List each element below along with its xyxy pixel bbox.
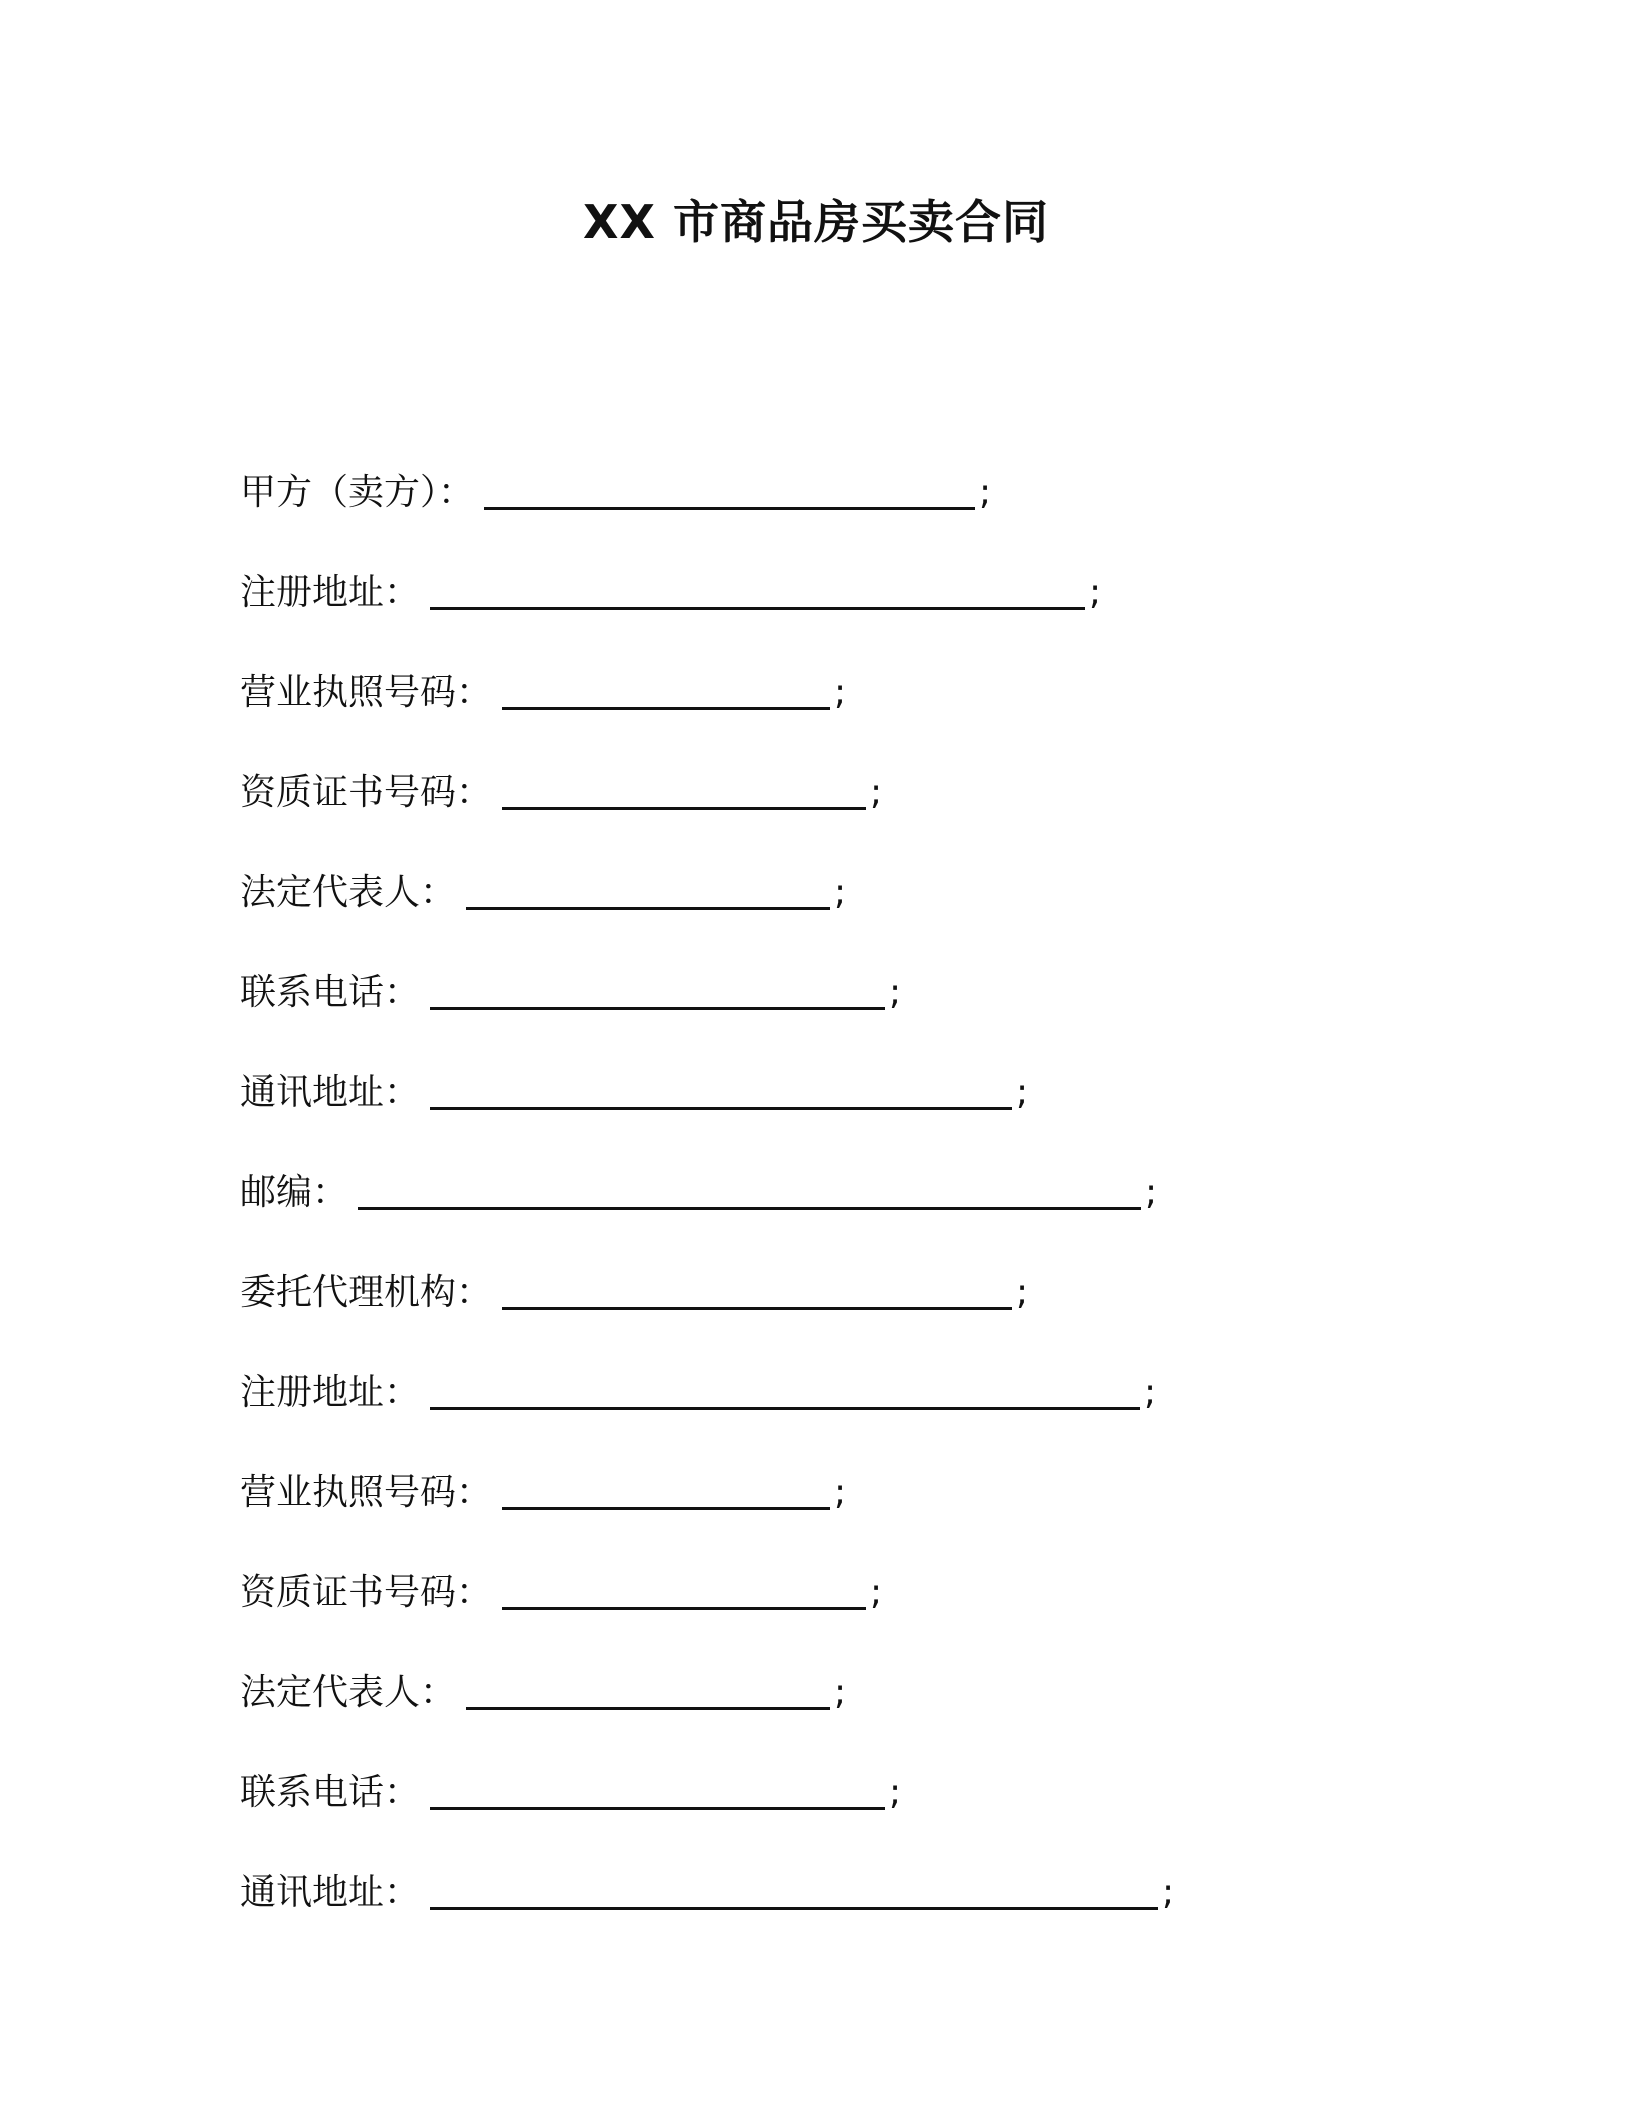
- fill-in-blank-line[interactable]: [484, 507, 975, 510]
- field-label: 邮编：: [240, 1172, 349, 1213]
- form-field-row: [240, 418, 1540, 518]
- form-field-row: [240, 1018, 1540, 1118]
- form-field-row: [240, 818, 1540, 918]
- field-terminator: ;: [1089, 572, 1102, 613]
- field-label: 注册地址：: [240, 1372, 421, 1413]
- form-field-row: [240, 618, 1540, 718]
- contract-party-fields: [240, 418, 1540, 1918]
- field-label: 法定代表人：: [240, 1672, 457, 1713]
- fill-in-blank-line[interactable]: [502, 1307, 1012, 1310]
- fill-in-blank-line[interactable]: [502, 1507, 830, 1510]
- fill-in-blank-line[interactable]: [358, 1207, 1141, 1210]
- field-label: 资质证书号码：: [240, 772, 493, 813]
- fill-in-blank-line[interactable]: [430, 1107, 1012, 1110]
- fill-in-blank-line[interactable]: [430, 1807, 885, 1810]
- field-label: 甲方（卖方）：: [240, 472, 475, 513]
- fill-in-blank-line[interactable]: [502, 707, 830, 710]
- field-terminator: ;: [1144, 1372, 1157, 1413]
- fill-in-blank-line[interactable]: [502, 807, 866, 810]
- field-label: 联系电话：: [240, 1772, 421, 1813]
- fill-in-blank-line[interactable]: [430, 1007, 885, 1010]
- field-terminator: ;: [870, 772, 883, 813]
- form-field-row: [240, 1618, 1540, 1718]
- field-label: 注册地址：: [240, 572, 421, 613]
- field-terminator: ;: [889, 972, 902, 1013]
- field-label: 通讯地址：: [240, 1872, 421, 1913]
- field-terminator: ;: [1145, 1172, 1158, 1213]
- form-field-row: [240, 1218, 1540, 1318]
- field-label: 资质证书号码：: [240, 1572, 493, 1613]
- field-terminator: ;: [1162, 1872, 1175, 1913]
- field-label: 营业执照号码：: [240, 1472, 493, 1513]
- fill-in-blank-line[interactable]: [430, 1407, 1140, 1410]
- document-title: XX 市商品房买卖合同: [583, 195, 1049, 249]
- field-label: 法定代表人：: [240, 872, 457, 913]
- fill-in-blank-line[interactable]: [502, 1607, 866, 1610]
- field-terminator: ;: [870, 1572, 883, 1613]
- form-field-row: [240, 1418, 1540, 1518]
- form-field-row: [240, 1318, 1540, 1418]
- field-terminator: ;: [834, 1472, 847, 1513]
- form-field-row: [240, 918, 1540, 1018]
- field-terminator: ;: [979, 472, 992, 513]
- field-label: 营业执照号码：: [240, 672, 493, 713]
- fill-in-blank-line[interactable]: [430, 1907, 1158, 1910]
- field-label: 委托代理机构：: [240, 1272, 493, 1313]
- field-label: 通讯地址：: [240, 1072, 421, 1113]
- field-terminator: ;: [1016, 1272, 1029, 1313]
- form-field-row: [240, 1718, 1540, 1818]
- form-field-row: [240, 518, 1540, 618]
- fill-in-blank-line[interactable]: [466, 1707, 830, 1710]
- form-field-row: [240, 1118, 1540, 1218]
- field-terminator: ;: [889, 1772, 902, 1813]
- form-field-row: [240, 718, 1540, 818]
- form-field-row: [240, 1518, 1540, 1618]
- field-terminator: ;: [834, 872, 847, 913]
- field-terminator: ;: [834, 1672, 847, 1713]
- field-terminator: ;: [834, 672, 847, 713]
- fill-in-blank-line[interactable]: [466, 907, 830, 910]
- field-label: 联系电话：: [240, 972, 421, 1013]
- field-terminator: ;: [1016, 1072, 1029, 1113]
- fill-in-blank-line[interactable]: [430, 607, 1085, 610]
- form-field-row: [240, 1818, 1540, 1918]
